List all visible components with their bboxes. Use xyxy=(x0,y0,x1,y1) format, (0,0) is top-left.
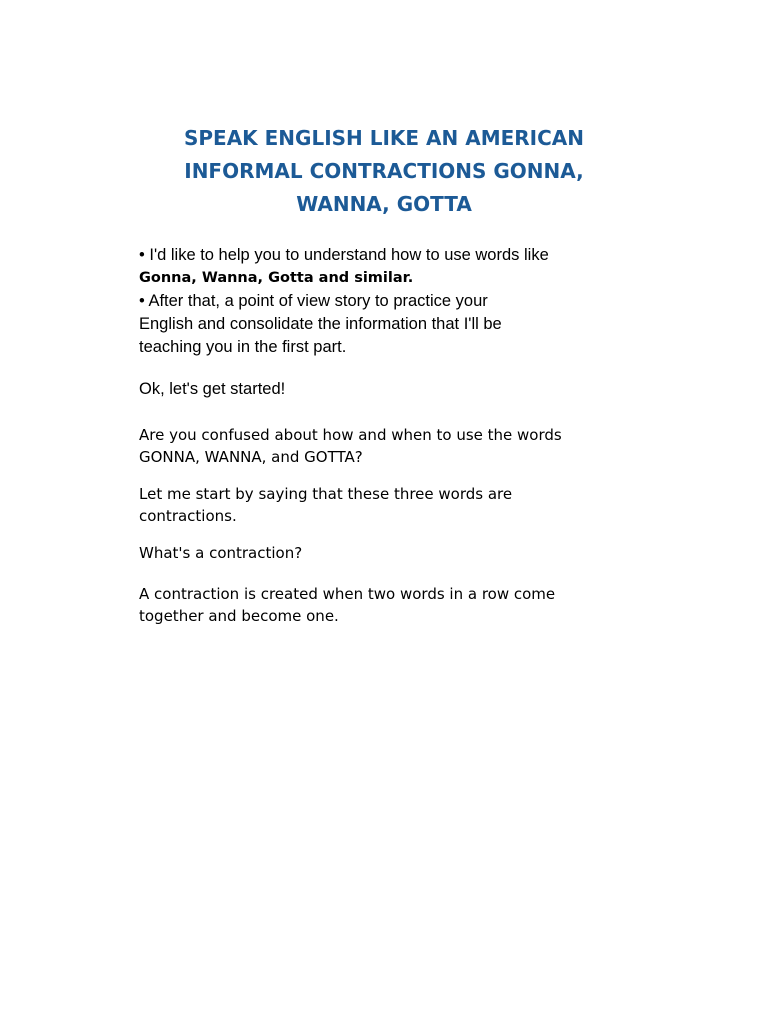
bullet-2-text-line-3: teaching you in the first part. xyxy=(139,338,347,356)
paragraph-confused-line-1: Are you confused about how and when to use the words xyxy=(139,426,562,444)
paragraph-question-line: What's a contraction? xyxy=(139,544,303,562)
paragraph-contractions xyxy=(139,483,699,527)
paragraph-contractions-line-2: contractions. xyxy=(139,507,237,525)
paragraph-confused-line-2: GONNA, WANNA, and GOTTA? xyxy=(139,448,363,466)
paragraph-definition xyxy=(139,583,699,627)
get-started-line: Ok, let's get started! xyxy=(139,380,286,398)
paragraph-confused xyxy=(139,424,699,468)
title-line-2: INFORMAL CONTRACTIONS GONNA, xyxy=(184,159,584,183)
paragraph-question xyxy=(139,542,699,564)
bullet-1-bold-text: Gonna, Wanna, Gotta and similar. xyxy=(139,270,414,286)
intro-bullets xyxy=(139,244,699,359)
paragraph-definition-line-1: A contraction is created when two words in a row come xyxy=(139,585,556,603)
title-line-1: SPEAK ENGLISH LIKE AN AMERICAN xyxy=(183,126,585,150)
bullet-2-text-line-1: • After that, a point of view story to practice your xyxy=(139,292,488,310)
paragraph-contractions-line-1: Let me start by saying that these three words are xyxy=(139,485,513,503)
bullet-2-text-line-2: English and consolidate the information that I'll be xyxy=(139,315,502,333)
paragraph-definition-line-2: together and become one. xyxy=(139,607,339,625)
document-title xyxy=(100,122,668,221)
bullet-1-text: • I'd like to help you to understand how to use words like xyxy=(139,246,549,264)
title-line-3: WANNA, GOTTA xyxy=(296,192,472,216)
